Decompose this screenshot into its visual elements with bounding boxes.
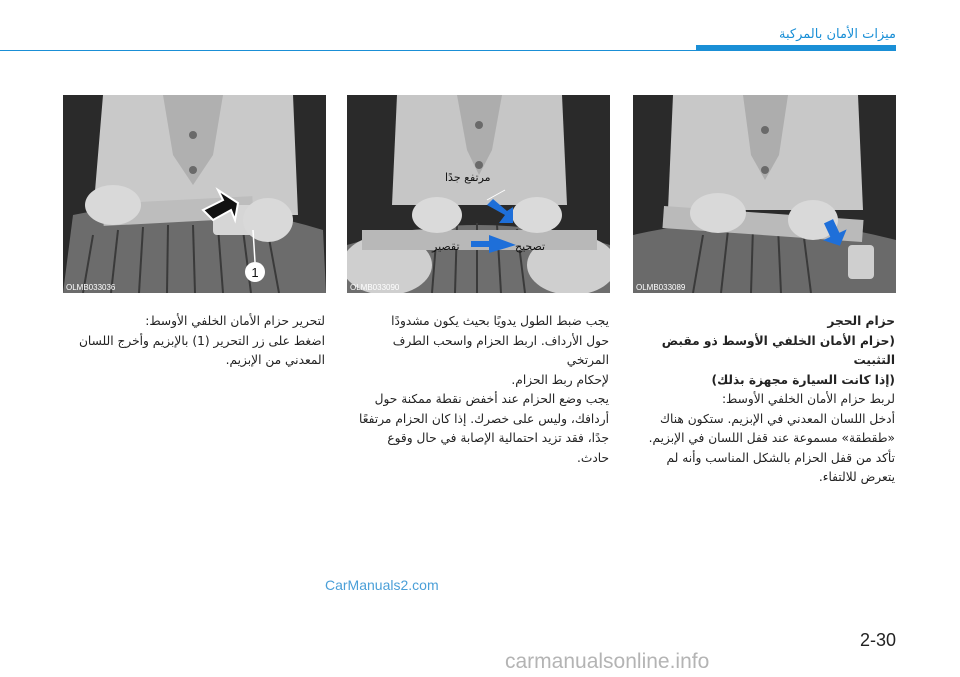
column-fasten <box>633 312 895 488</box>
illustration-release-buckle <box>63 95 326 293</box>
figure-adjust-length <box>347 95 610 293</box>
text-line: «طقطقة» مسموعة عند قفل اللسان في الإبزيم. <box>648 431 895 445</box>
label-correct: تصحيح <box>515 240 546 253</box>
page-number: 2-30 <box>860 630 897 650</box>
figure-code: OLMB033090 <box>350 283 400 292</box>
text-line: المعدني من الإبزيم. <box>225 353 325 367</box>
text-line: جدًا، فقد تزيد احتمالية الإصابة في حال وقوع <box>387 431 609 445</box>
text-line: حادث. <box>576 450 609 465</box>
header-accent-bar <box>696 45 896 51</box>
figure-release-buckle <box>63 95 326 293</box>
text-line: لإحكام ربط الحزام. <box>511 372 609 387</box>
column-adjust <box>347 312 609 468</box>
figure-insert-tongue <box>633 95 896 293</box>
text-line: لربط حزام الأمان الخلفي الأوسط: <box>721 392 895 406</box>
illustration-insert-tongue <box>633 95 896 293</box>
illustration-adjust-length <box>347 95 610 293</box>
text-line: لتحرير حزام الأمان الخلفي الأوسط: <box>145 314 325 328</box>
label-too-high: مرتفع جدًا <box>445 171 491 184</box>
header-rule <box>0 50 696 51</box>
text-line: تأكد من قفل الحزام بالشكل المناسب وأنه لم <box>666 450 895 465</box>
text-line: يجب ضبط الطول يدويًا بحيث يكون مشدودًا <box>391 314 609 328</box>
text-line: يتعرض للالتفاء. <box>818 470 895 484</box>
text-line: حول الأرداف. اربط الحزام واسحب الطرف المرتخي <box>392 333 609 367</box>
text-line: اضغط على زر التحرير (1) بالإبزيم وأخرج اللسان <box>78 333 325 348</box>
figure-code: OLMB033089 <box>636 283 686 292</box>
text-line: أردافك، وليس على خصرك. إذا كان الحزام مرتفعًا <box>359 411 609 426</box>
footer-watermark: carmanualsonline.info <box>505 650 710 673</box>
column-release <box>63 312 325 371</box>
callout-number: 1 <box>251 265 259 280</box>
heading-line: (إذا كانت السيارة مجهزة بذلك) <box>711 372 895 387</box>
figure-code: OLMB033036 <box>66 283 116 292</box>
text-line: يجب وضع الحزام عند أخفض نقطة ممكنة حول <box>374 392 609 406</box>
heading-line: (حزام الأمان الخلفي الأوسط ذو مقبض التثبيت <box>661 333 895 367</box>
watermark-link[interactable]: CarManuals2.com <box>325 577 439 593</box>
heading-line: حزام الحجر <box>827 314 895 328</box>
label-shorten: تقصير <box>432 240 460 253</box>
section-title: ميزات الأمان بالمركبة <box>779 27 896 42</box>
text-line: أدخل اللسان المعدني في الإبزيم. ستكون هناك <box>659 411 895 426</box>
